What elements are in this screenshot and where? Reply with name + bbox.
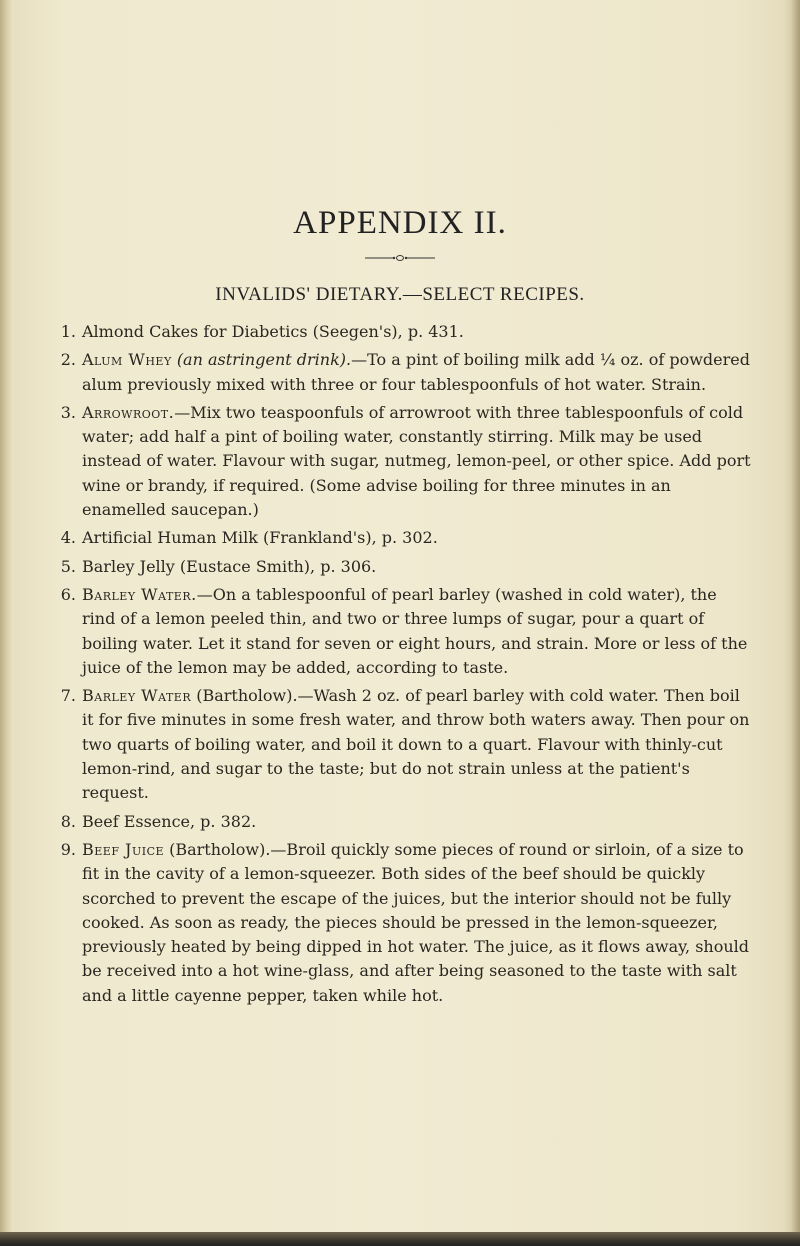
item-heading: Arrowroot. <box>82 402 175 422</box>
item-number: 4 . <box>54 526 76 550</box>
list-item <box>54 348 754 397</box>
page-left-edge <box>0 0 12 1246</box>
item-number: 3 . <box>54 401 76 425</box>
appendix-title: APPENDIX II. <box>293 205 507 241</box>
item-number: 5 . <box>54 555 76 579</box>
item-text: —To a pint of boiling milk add ¼ oz. of powdered alum previously mixed with three or four tablespoonfuls of hot water. Strain. <box>82 350 750 394</box>
item-number: 2 . <box>54 348 76 372</box>
item-text: Artificial Human Milk (Frankland's), p. 302. <box>82 528 438 548</box>
section-subtitle: INVALIDS' DIETARY.—SELECT RECIPES. <box>215 284 585 305</box>
recipe-list <box>54 320 754 1012</box>
item-parenthetical: (an astringent drink). <box>176 350 352 370</box>
item-number: 7 . <box>54 684 76 708</box>
list-item <box>54 583 754 680</box>
list-item <box>54 810 754 834</box>
list-item <box>54 320 754 344</box>
item-heading: Alum Whey <box>82 350 172 370</box>
item-text: —Mix two teaspoonfuls of arrowroot with three tablespoonfuls of cold water; add half a pint of boiling water, constantly stirring. Milk may be used instead of water. Flavour with sugar, nutmeg, lemon-peel, or other spice. Add port wine or brandy, if required. (Some advise boiling for three minutes in an enamelled saucepan.) <box>82 402 751 520</box>
page-right-edge <box>784 0 800 1246</box>
item-text: Barley Jelly (Eustace Smith), p. 306. <box>82 556 377 576</box>
item-number: 1 . <box>54 320 76 344</box>
item-heading: Barley Water <box>82 686 192 706</box>
ornament-divider-icon <box>365 253 435 263</box>
item-text: Beef Essence, p. 382. <box>82 811 257 831</box>
item-number: 9 . <box>54 838 76 862</box>
item-text: (Bartholow).—Broil quickly some pieces of round or sirloin, of a size to fit in the cavity of a lemon-squeezer. Both sides of the beef should be quickly scorched to prevent the escape of the juices, but the interior should not be fully cooked. As soon as ready, the pieces should be pressed in the lemon-squeezer, previously heated by being dipped in hot water. The juice, as it flows away, should be received into a hot wine-glass, and after being seasoned to the taste with salt and a little cayenne pepper, taken while hot. <box>82 839 750 1005</box>
list-item <box>54 838 754 1008</box>
list-item <box>54 684 754 805</box>
item-number: 8 . <box>54 810 76 834</box>
item-text: (Bartholow).—Wash 2 oz. of pearl barley with cold water. Then boil it for five minutes in some fresh water, and throw both waters away. Then pour on two quarts of boiling water, and boil it down to a quart. Flavour with thinly-cut lemon-rind, and sugar to the taste; but do not strain unless at the patient's request. <box>82 686 750 803</box>
item-text: Almond Cakes for Diabetics (Seegen's), p. 431. <box>82 322 464 341</box>
list-item <box>54 401 754 522</box>
page-bottom-edge <box>0 1232 800 1246</box>
item-number: 6 . <box>54 583 76 607</box>
list-item <box>54 555 754 579</box>
item-heading: Beef Juice <box>82 839 165 859</box>
list-item <box>54 526 754 550</box>
item-text: —On a tablespoonful of pearl barley (washed in cold water), the rind of a lemon peeled thin, and two or three lumps of sugar, pour a quart of boiling water. Let it stand for seven or eight hours, and strain. More or less of the juice of the lemon may be added, according to taste. <box>82 584 748 677</box>
item-heading: Barley Water. <box>82 584 197 604</box>
